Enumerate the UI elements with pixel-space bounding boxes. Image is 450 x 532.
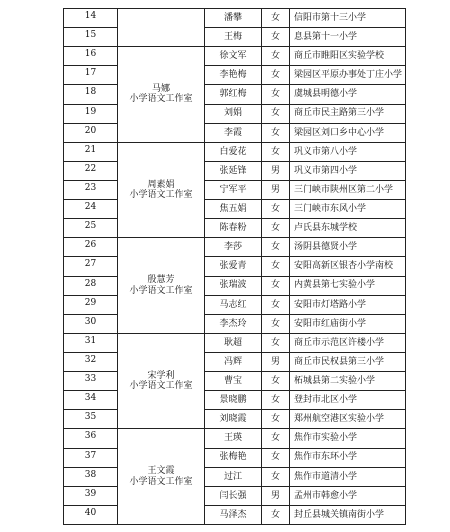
gender: 女 <box>262 391 290 410</box>
studio-title: 小学语文工作室 <box>129 381 193 392</box>
school-name: 内黄县第七实验小学 <box>290 276 406 295</box>
table-body <box>64 9 406 525</box>
school-name: 登封市北区小学 <box>290 391 406 410</box>
studio-title: 小学语文工作室 <box>129 476 193 487</box>
row-number: 18 <box>64 85 118 104</box>
school-name: 巩义市第八小学 <box>290 142 406 161</box>
row-number: 36 <box>64 429 118 448</box>
teacher-name: 白爱花 <box>205 142 262 161</box>
school-name: 梁园区刘口乡中心小学 <box>290 123 406 142</box>
gender: 女 <box>262 295 290 314</box>
gender: 女 <box>262 257 290 276</box>
teacher-name: 宁军平 <box>205 180 262 199</box>
teacher-name: 景晓鹏 <box>205 391 262 410</box>
gender: 男 <box>262 352 290 371</box>
studio-cell <box>118 429 205 525</box>
table-row <box>64 180 406 199</box>
row-number: 37 <box>64 448 118 467</box>
gender: 女 <box>262 333 290 352</box>
teacher-name: 王瑛 <box>205 429 262 448</box>
row-number: 27 <box>64 257 118 276</box>
row-number: 35 <box>64 410 118 429</box>
table-row <box>64 333 406 352</box>
row-number: 23 <box>64 180 118 199</box>
row-number: 28 <box>64 276 118 295</box>
row-number: 30 <box>64 314 118 333</box>
school-name: 商丘市睢阳区实验学校 <box>290 47 406 66</box>
school-name: 郑州航空港区实验小学 <box>290 410 406 429</box>
teacher-list-table <box>63 8 406 525</box>
school-name: 梁园区平原办事处丁庄小学 <box>290 66 406 85</box>
table-row <box>64 238 406 257</box>
gender: 女 <box>262 85 290 104</box>
table-row <box>64 85 406 104</box>
gender: 女 <box>262 104 290 123</box>
school-name: 巩义市第四小学 <box>290 161 406 180</box>
row-number: 39 <box>64 486 118 505</box>
gender: 女 <box>262 200 290 219</box>
gender: 女 <box>262 448 290 467</box>
teacher-name: 李艳梅 <box>205 66 262 85</box>
school-name: 焦作市东环小学 <box>290 448 406 467</box>
studio-cell <box>118 333 205 429</box>
studio-cell <box>118 238 205 334</box>
studio-title: 小学语文工作室 <box>129 94 193 105</box>
gender: 女 <box>262 142 290 161</box>
teacher-name: 张延锋 <box>205 161 262 180</box>
row-number: 29 <box>64 295 118 314</box>
table-row <box>64 66 406 85</box>
table-row <box>64 47 406 66</box>
teacher-name: 刘晓霞 <box>205 410 262 429</box>
studio-cell <box>118 47 205 143</box>
school-name: 卢氏县东城学校 <box>290 219 406 238</box>
teacher-name: 焦五娟 <box>205 200 262 219</box>
table-row <box>64 372 406 391</box>
row-number: 16 <box>64 47 118 66</box>
table-row <box>64 467 406 486</box>
row-number: 17 <box>64 66 118 85</box>
row-number: 22 <box>64 161 118 180</box>
studio-cell-empty <box>118 9 205 47</box>
row-number: 21 <box>64 142 118 161</box>
teacher-name: 冯辉 <box>205 352 262 371</box>
gender: 女 <box>262 467 290 486</box>
gender: 女 <box>262 9 290 28</box>
table-row <box>64 391 406 410</box>
row-number: 19 <box>64 104 118 123</box>
row-number: 34 <box>64 391 118 410</box>
studio-title: 小学语文工作室 <box>129 190 193 201</box>
teacher-name: 张爱青 <box>205 257 262 276</box>
teacher-name: 张梅艳 <box>205 448 262 467</box>
row-number: 40 <box>64 505 118 524</box>
gender: 女 <box>262 219 290 238</box>
table-row <box>64 410 406 429</box>
teacher-name: 郭红梅 <box>205 85 262 104</box>
studio-leader-name: 殷慧芳 <box>147 275 175 286</box>
school-name: 汤阴县德贤小学 <box>290 238 406 257</box>
table-row <box>64 104 406 123</box>
gender: 女 <box>262 238 290 257</box>
studio-leader-name: 王文霞 <box>147 466 175 477</box>
table-row <box>64 200 406 219</box>
school-name: 柘城县第二实验小学 <box>290 372 406 391</box>
table-row <box>64 429 406 448</box>
school-name: 安阳市灯塔路小学 <box>290 295 406 314</box>
table-row <box>64 257 406 276</box>
table-row <box>64 28 406 47</box>
gender: 女 <box>262 372 290 391</box>
teacher-name: 陈春粉 <box>205 219 262 238</box>
school-name: 孟州市韩愈小学 <box>290 486 406 505</box>
gender: 女 <box>262 123 290 142</box>
teacher-name: 曹宝 <box>205 372 262 391</box>
studio-cell <box>118 142 205 238</box>
school-name: 商丘市民主路第三小学 <box>290 104 406 123</box>
gender: 男 <box>262 161 290 180</box>
table-row <box>64 161 406 180</box>
gender: 女 <box>262 28 290 47</box>
table-row <box>64 448 406 467</box>
school-name: 三门峡市东风小学 <box>290 200 406 219</box>
school-name: 焦作市道清小学 <box>290 467 406 486</box>
table-row <box>64 295 406 314</box>
table-row <box>64 123 406 142</box>
table-row <box>64 352 406 371</box>
gender: 女 <box>262 276 290 295</box>
gender: 女 <box>262 47 290 66</box>
studio-leader-name: 周素娟 <box>147 179 175 190</box>
studio-leader-name: 宋学利 <box>147 370 175 381</box>
row-number: 38 <box>64 467 118 486</box>
teacher-name: 李霞 <box>205 123 262 142</box>
teacher-name: 李杰玲 <box>205 314 262 333</box>
school-name: 焦作市实验小学 <box>290 429 406 448</box>
teacher-name: 王梅 <box>205 28 262 47</box>
school-name: 安阳市红庙街小学 <box>290 314 406 333</box>
teacher-name: 过江 <box>205 467 262 486</box>
teacher-name: 张瑞波 <box>205 276 262 295</box>
gender: 女 <box>262 66 290 85</box>
table-row <box>64 276 406 295</box>
table-row <box>64 219 406 238</box>
school-name: 息县第十一小学 <box>290 28 406 47</box>
row-number: 31 <box>64 333 118 352</box>
studio-title: 小学语文工作室 <box>129 285 193 296</box>
teacher-name: 马志红 <box>205 295 262 314</box>
school-name: 封丘县城关镇南街小学 <box>290 505 406 524</box>
row-number: 26 <box>64 238 118 257</box>
teacher-name: 刘娟 <box>205 104 262 123</box>
gender: 女 <box>262 410 290 429</box>
studio-leader-name: 马娜 <box>151 84 170 95</box>
school-name: 商丘市示范区许楼小学 <box>290 333 406 352</box>
teacher-name: 耿超 <box>205 333 262 352</box>
row-number: 25 <box>64 219 118 238</box>
row-number: 15 <box>64 28 118 47</box>
school-name: 虞城县明德小学 <box>290 85 406 104</box>
gender: 男 <box>262 180 290 199</box>
gender: 男 <box>262 486 290 505</box>
row-number: 14 <box>64 9 118 28</box>
table-row <box>64 505 406 524</box>
school-name: 商丘市民权县第三小学 <box>290 352 406 371</box>
teacher-name: 潘攀 <box>205 9 262 28</box>
row-number: 24 <box>64 200 118 219</box>
school-name: 信阳市第十三小学 <box>290 9 406 28</box>
row-number: 20 <box>64 123 118 142</box>
gender: 女 <box>262 505 290 524</box>
gender: 女 <box>262 314 290 333</box>
table-row <box>64 314 406 333</box>
table-row <box>64 142 406 161</box>
table-row <box>64 486 406 505</box>
row-number: 33 <box>64 372 118 391</box>
teacher-name: 马泽杰 <box>205 505 262 524</box>
teacher-name: 李莎 <box>205 238 262 257</box>
teacher-name: 闫长强 <box>205 486 262 505</box>
row-number: 32 <box>64 352 118 371</box>
gender: 女 <box>262 429 290 448</box>
school-name: 三门峡市陕州区第二小学 <box>290 180 406 199</box>
table-row <box>64 9 406 28</box>
teacher-name: 徐文军 <box>205 47 262 66</box>
school-name: 安阳高新区银杏小学南校 <box>290 257 406 276</box>
